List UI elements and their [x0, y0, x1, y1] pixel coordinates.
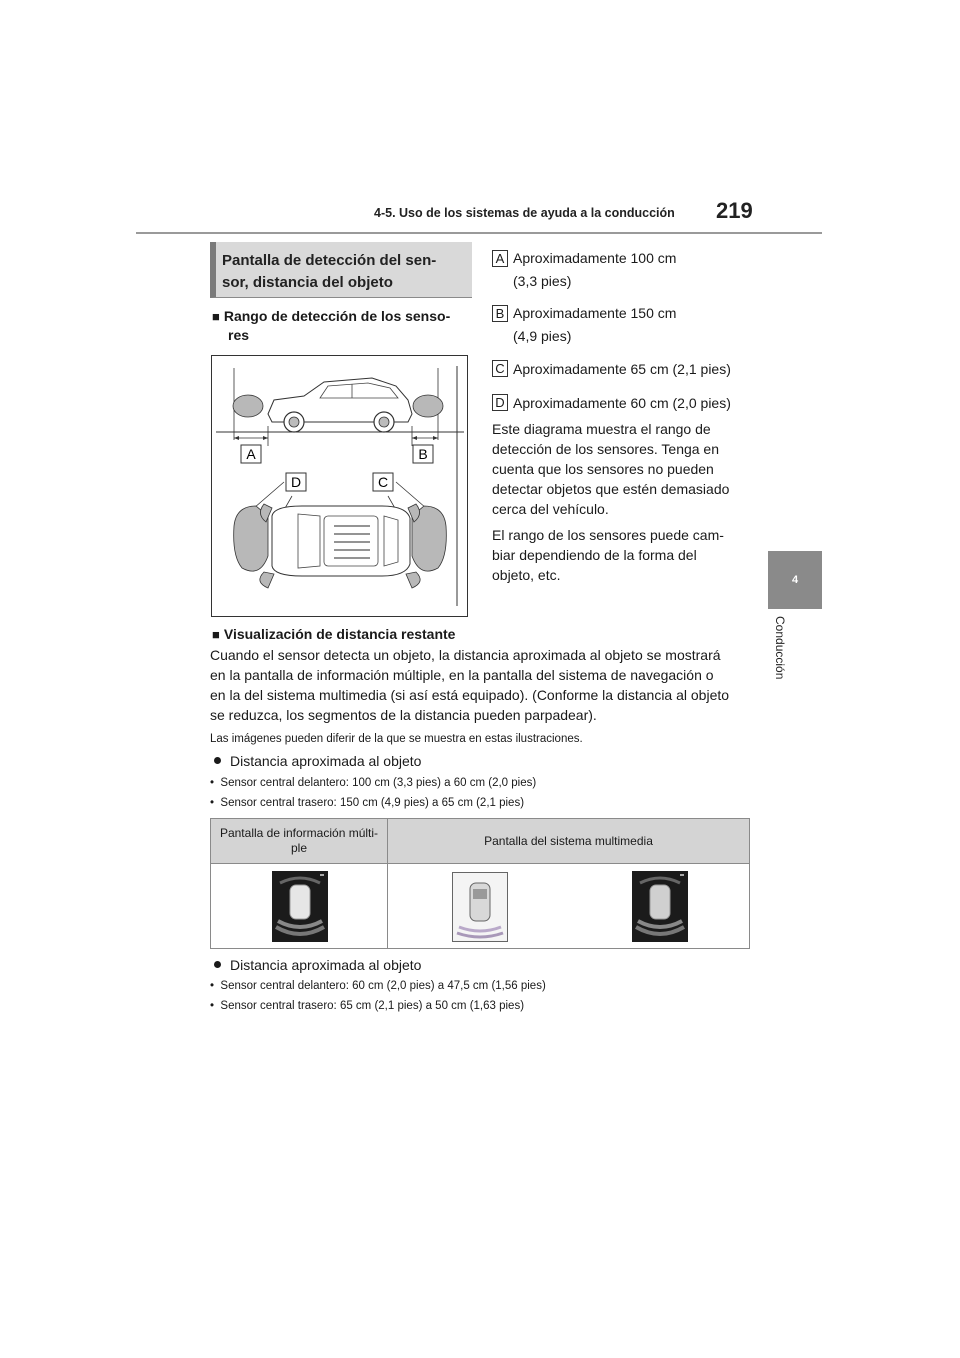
multi-info-display-image: [272, 871, 328, 942]
rear-sensor-range-1: Sensor central trasero: 150 cm (4,9 pies) a 65 cm (2,1 pies): [220, 797, 525, 809]
legend-text-a-imperial: (3,3 pies): [513, 273, 572, 289]
list-item: [210, 797, 524, 809]
sensor-range-diagram: [212, 356, 467, 616]
chapter-number: 4: [791, 574, 799, 586]
detection-range-heading-line2: res: [228, 327, 250, 343]
detection-range-heading-line1: Rango de detección de los senso-: [223, 308, 451, 324]
explanation-line: biar dependiendo de la forma del: [492, 547, 697, 563]
explanation-line: detectar objetos que estén demasiado: [492, 481, 730, 497]
small-bullet: •: [210, 777, 215, 789]
range-legend: [492, 250, 752, 410]
table-header-multi-info: [211, 819, 388, 864]
list-item: [210, 980, 546, 992]
multimedia-display-cell: [388, 864, 750, 949]
small-bullet: •: [210, 797, 215, 809]
bullet-distance-2-text: Distancia aproximada al objeto: [230, 957, 422, 973]
remaining-distance-heading-text: Visualización de distancia restante: [223, 626, 456, 642]
running-header: 4-5. Uso de los sistemas de ayuda a la conducción: [374, 206, 675, 220]
body-line: Cuando el sensor detecta un objeto, la distancia aproximada al objeto se mostrará: [210, 647, 721, 663]
section-title: [222, 250, 466, 294]
section-title-line2: sor, distancia del objeto: [222, 274, 393, 291]
front-sensor-range-1: Sensor central delantero: 100 cm (3,3 pies) a 60 cm (2,0 pies): [220, 777, 537, 789]
sensor-range-figure: [211, 355, 468, 617]
explanation-line: objeto, etc.: [492, 567, 561, 583]
legend-text-b: Aproximadamente 150 cm: [513, 305, 677, 321]
page-number: 219: [716, 198, 753, 223]
explanation-line: El rango de los sensores puede cam-: [492, 527, 724, 543]
legend-letter-d: D: [492, 394, 508, 411]
legend-letter-b: B: [492, 305, 508, 322]
explanation-line: cerca del vehículo.: [492, 501, 609, 517]
remaining-distance-heading: [212, 625, 455, 644]
explanation-line: detección de los sensores. Tenga en: [492, 441, 720, 457]
legend-letter-a: A: [492, 250, 508, 267]
table-header-multimedia: Pantalla del sistema multimedia: [388, 819, 750, 864]
remaining-distance-body: [210, 645, 755, 725]
chapter-label-text: Conducción: [773, 616, 787, 680]
list-item: [210, 1000, 524, 1012]
multimedia-display-image-2: [632, 871, 688, 942]
rear-sensor-range-2: Sensor central trasero: 65 cm (2,1 pies) a 50 cm (1,63 pies): [220, 1000, 525, 1012]
small-bullet: •: [210, 980, 215, 992]
body-line: se reduzca, los segmentos de la distancia pueden parpadear).: [210, 707, 597, 723]
bullet-distance-1: [214, 753, 421, 769]
explanation-line: Este diagrama muestra el rango de: [492, 421, 711, 437]
legend-text-a: Aproximadamente 100 cm: [513, 250, 677, 266]
small-bullet: •: [210, 1000, 215, 1012]
bullet-distance-2: [214, 957, 421, 973]
header-divider: [136, 232, 822, 234]
explanation-line: cuenta que los sensores no pueden: [492, 461, 714, 477]
diagram-explanation: [492, 419, 754, 585]
legend-text-b-imperial: (4,9 pies): [513, 328, 572, 344]
front-sensor-range-2: Sensor central delantero: 60 cm (2,0 pies) a 47,5 cm (1,56 pies): [220, 980, 546, 992]
illustration-note: Las imágenes pueden diferir de la que se muestra en estas ilustraciones.: [210, 733, 583, 745]
detection-range-heading: [212, 307, 450, 345]
body-line: en la pantalla de información múltiple, en la pantalla del sistema de navegación o: [210, 667, 714, 683]
figure-label-d: D: [290, 474, 302, 490]
legend-text-c: Aproximadamente 65 cm (2,1 pies): [513, 361, 731, 377]
bullet-dot: [214, 757, 221, 764]
figure-label-a: A: [246, 446, 256, 462]
body-line: en la del sistema multimedia (si así está equipado). (Conforme la distancia al objeto: [210, 687, 730, 703]
chapter-label: [773, 616, 789, 706]
legend-letter-c: C: [492, 360, 508, 377]
figure-label-b: B: [418, 446, 428, 462]
table-header-line: ple: [290, 841, 307, 855]
square-bullet: ■: [212, 309, 220, 324]
table-header-line: Pantalla de información múlti-: [219, 826, 379, 840]
bullet-distance-1-text: Distancia aproximada al objeto: [230, 753, 422, 769]
figure-label-c: C: [377, 474, 389, 490]
bullet-dot: [214, 961, 221, 968]
multimedia-display-image-1: [452, 872, 508, 942]
legend-text-d: Aproximadamente 60 cm (2,0 pies): [513, 395, 731, 411]
square-bullet: ■: [212, 627, 220, 642]
list-item: [210, 777, 536, 789]
section-title-line1: Pantalla de detección del sen-: [222, 252, 437, 269]
